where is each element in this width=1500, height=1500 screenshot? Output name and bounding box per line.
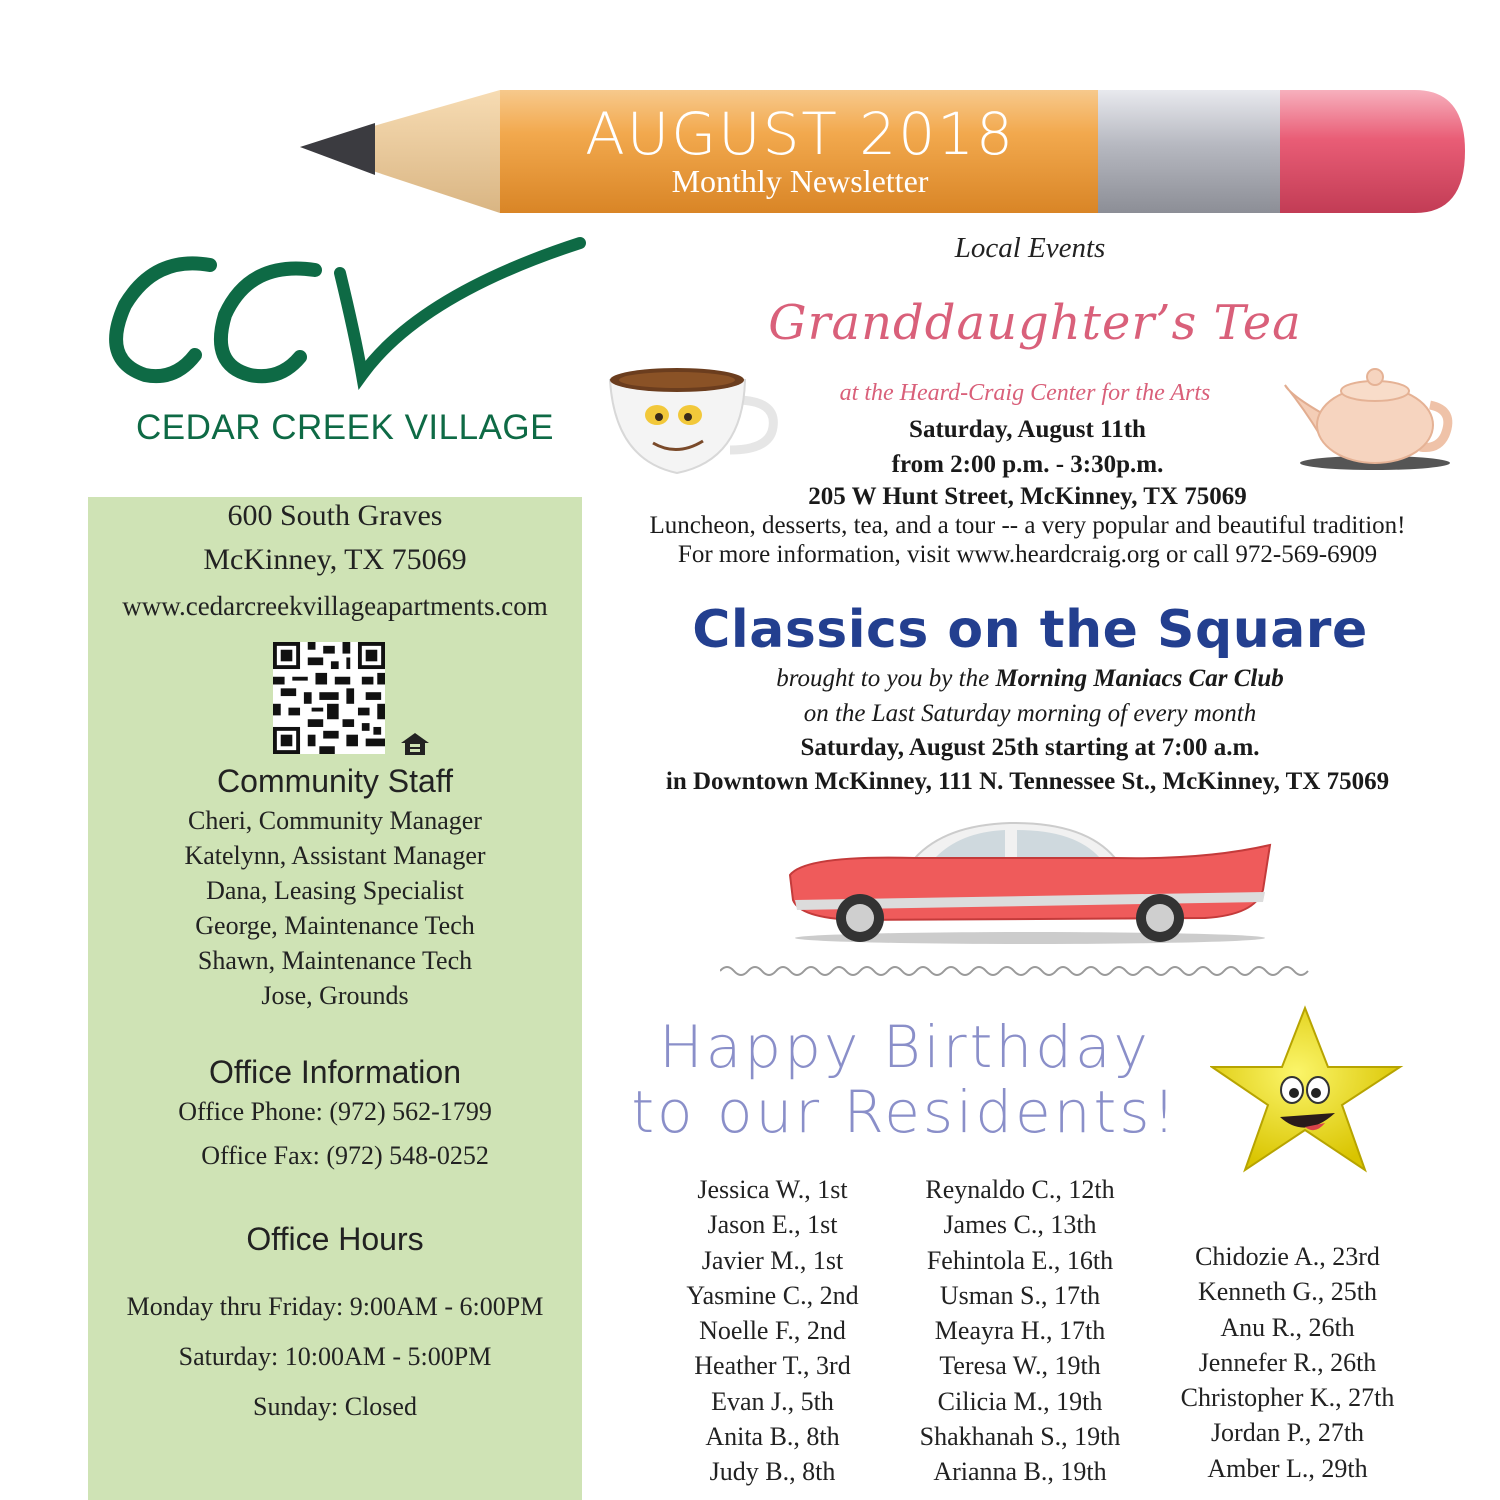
qr-code-icon [270,642,388,754]
newsletter-month-title: AUGUST 2018 [585,100,1015,168]
staff-member: Katelynn, Assistant Manager [184,841,486,870]
birthday-column-1 [660,1172,885,1490]
hours-sunday: Sunday: Closed [253,1392,417,1421]
staff-member: Cheri, Community Manager [188,806,482,835]
website-link[interactable]: www.cedarcreekvillageapartments.com [122,591,548,621]
staff-heading: Community Staff [217,763,453,799]
office-phone: Office Phone: (972) 562-1799 [178,1097,492,1126]
list-item: Jennefer R., 26th [1198,1347,1377,1377]
list-item: James C., 13th [943,1210,1097,1240]
smiling-star-icon [1210,1005,1405,1175]
list-item: Arianna B., 19th [933,1457,1107,1487]
list-item: Reynaldo C., 12th [925,1175,1115,1204]
list-item: Javier M., 1st [701,1245,844,1275]
tea-event-title: Granddaughter’s Tea [768,295,1302,351]
tea-info[interactable]: For more information, visit www.heardcraig.org or call 972-569-6909 [677,541,1378,568]
office-hours-heading: Office Hours [246,1221,424,1257]
staff-member: Dana, Leasing Specialist [206,876,464,905]
list-item: Fehintola E., 16th [926,1245,1114,1275]
office-fax: Office Fax: (972) 548-0252 [201,1141,489,1170]
office-info-heading: Office Information [209,1054,461,1090]
teapot-icon [1280,355,1455,470]
staff-member: Jose, Grounds [261,981,409,1010]
wavy-divider [720,963,1315,979]
list-item: Yasmine C., 2nd [686,1280,859,1310]
classic-car-icon [785,820,1275,945]
list-item: Shakhanah S., 19th [919,1422,1121,1452]
address-city: McKinney, TX 75069 [203,543,467,576]
ccv-logo-mark [100,235,590,395]
classics-location: in Downtown McKinney, 111 N. Tennessee St., McKinney, TX 75069 [665,768,1390,795]
staff-member: George, Maintenance Tech [195,911,475,940]
list-item: Anu R., 26th [1220,1312,1355,1342]
tea-description: Luncheon, desserts, tea, and a tour -- a very popular and beautiful tradition! [649,512,1406,539]
hours-weekday: Monday thru Friday: 9:00AM - 6:00PM [126,1292,544,1321]
address-street: 600 South Graves [227,499,443,532]
list-item: Evan J., 5th [711,1386,834,1416]
tea-date: Saturday, August 11th [909,416,1146,443]
tea-address: 205 W Hunt Street, McKinney, TX 75069 [808,483,1247,510]
list-item: Chidozie A., 23rd [1195,1242,1380,1271]
classics-schedule: on the Last Saturday morning of every month [803,700,1257,727]
list-item: Kenneth G., 25th [1197,1277,1378,1307]
list-item: Heather T., 3rd [694,1351,851,1381]
list-item: Jessica W., 1st [697,1175,848,1204]
classics-event-title: Classics on the Square [692,600,1368,660]
list-item: Judy B., 8th [709,1457,836,1487]
classics-sponsor [600,665,1460,693]
list-item: Cilicia M., 19th [937,1386,1103,1416]
sponsor-prefix: brought to you by the [776,665,996,692]
local-events-label: Local Events [954,232,1106,264]
birthday-column-2 [895,1172,1145,1490]
list-item: Usman S., 17th [939,1280,1101,1310]
sidebar-panel [88,497,582,1500]
tea-venue: at the Heard-Craig Center for the Arts [839,380,1211,406]
company-name: CEDAR CREEK VILLAGE [136,408,554,447]
tea-time: from 2:00 p.m. - 3:30p.m. [891,451,1164,478]
birthday-column-3 [1155,1239,1420,1486]
birthday-heading-line1: Happy Birthday [659,1013,1151,1081]
sponsor-name: Morning Maniacs Car Club [995,665,1284,692]
list-item: Noelle F., 2nd [699,1316,846,1346]
list-item: Christopher K., 27th [1180,1383,1395,1413]
newsletter-subtitle: Monthly Newsletter [671,163,929,199]
list-item: Meayra H., 17th [934,1316,1106,1346]
coffee-cup-icon [605,365,780,475]
list-item: Anita B., 8th [705,1422,840,1452]
list-item: Jason E., 1st [707,1210,838,1240]
staff-member: Shawn, Maintenance Tech [197,946,473,975]
birthday-heading-line2: to our Residents! [631,1077,1179,1146]
list-item: Jordan P., 27th [1210,1418,1365,1448]
list-item: Teresa W., 19th [939,1351,1101,1381]
birthday-heading [605,1015,1205,1145]
list-item: Amber L., 29th [1207,1453,1368,1483]
classics-date: Saturday, August 25th starting at 7:00 a.m. [800,734,1260,761]
hours-saturday: Saturday: 10:00AM - 5:00PM [178,1342,492,1371]
equal-housing-icon [400,732,430,756]
